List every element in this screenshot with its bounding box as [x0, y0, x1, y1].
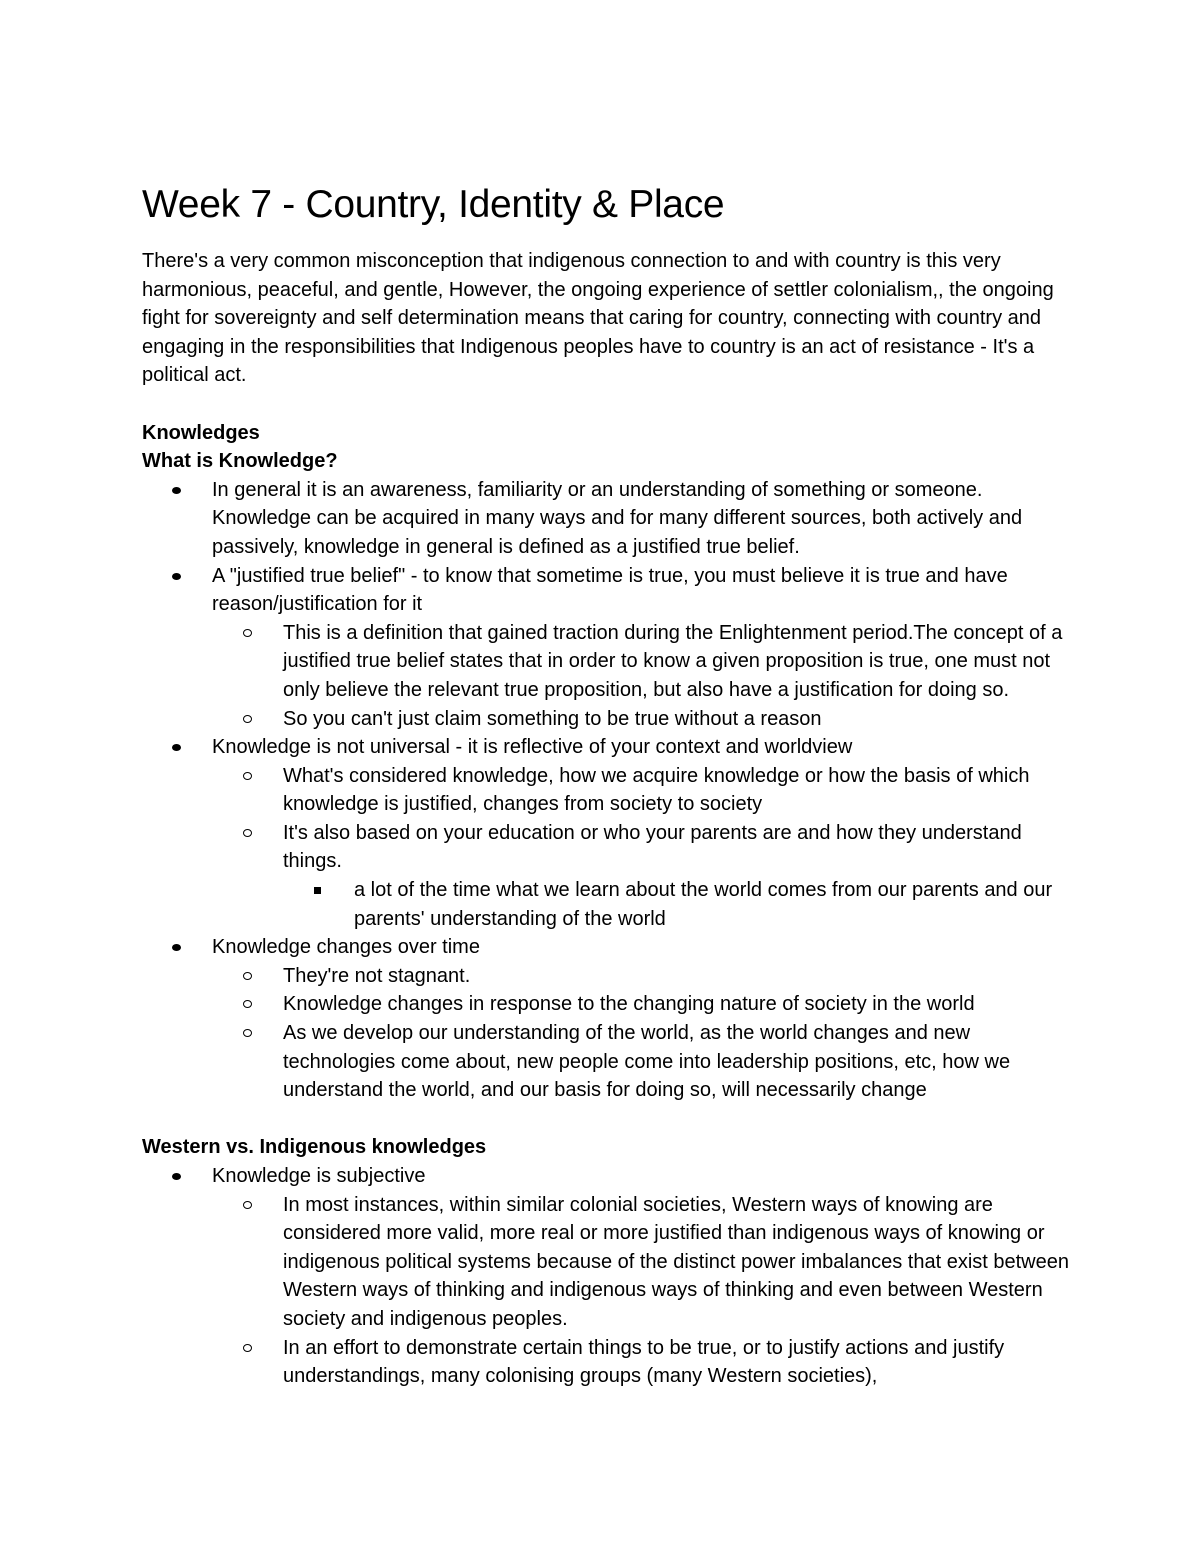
list-item-text: a lot of the time what we learn about the world comes from our parents and our parents' understanding of the world — [354, 879, 1053, 930]
list-item-text: They're not stagnant. — [283, 964, 471, 987]
list-item — [142, 762, 1072, 819]
hollow-bullet-icon — [243, 705, 252, 734]
hollow-bullet-icon — [243, 819, 252, 848]
hollow-bullet-icon — [243, 762, 252, 791]
list-item-text: In most instances, within similar colonial societies, Western ways of knowing are considered more valid, more real or more justified than indigenous ways of knowing or indigenous political systems because of the distinct power imbalances that exist between Western ways of thinking and indigenous ways of thinking and even between Western society and indigenous peoples. — [283, 1193, 1069, 1330]
list-item-text: In an effort to demonstrate certain things to be true, or to justify actions and justify understandings, many colonising groups (many Western societies), — [283, 1336, 1005, 1388]
list-item-text: It's also based on your education or who your parents are and how they understand things. — [283, 821, 1022, 873]
hollow-bullet-icon — [243, 1191, 252, 1220]
list-item-text: Knowledge changes over time — [212, 936, 480, 959]
list-item — [142, 562, 1072, 619]
list-item — [142, 933, 1072, 962]
list-item — [142, 990, 1072, 1019]
intro-paragraph: There's a very common misconception that indigenous connection to and with country is this very harmonious, peaceful, and gentle, However, the ongoing experience of settler colonialism,, the ongoing fight for sovereignty and self determination means that caring for country, connecting with country and engaging in the responsibilities that Indigenous peoples have to country is an act of resistance - It's a political act. — [142, 250, 1054, 387]
list-item-text: As we develop our understanding of the world, as the world changes and new technologies come about, new people come into leadership positions, etc, how we understand the world, and our basis for doing so, will necessarily change — [283, 1022, 1011, 1102]
list-item-text: Knowledge is not universal - it is reflective of your context and worldview — [212, 736, 853, 759]
hollow-bullet-icon — [243, 990, 252, 1019]
list-item — [142, 1019, 1072, 1105]
list-item-text: Knowledge changes in response to the changing nature of society in the world — [283, 993, 975, 1016]
list-item-text: Knowledge is subjective — [212, 1165, 426, 1187]
filled-bullet-icon — [172, 1162, 181, 1191]
list-item-text: So you can't just claim something to be true without a reason — [283, 707, 822, 730]
list-item-text: What's considered knowledge, how we acquire knowledge or how the basis of which knowledge is justified, changes from society to society — [283, 764, 1030, 816]
knowledge-list — [142, 476, 1072, 1105]
filled-bullet-icon — [172, 933, 181, 962]
hollow-bullet-icon — [243, 1334, 252, 1363]
list-item — [142, 1162, 1072, 1191]
list-item — [142, 733, 1072, 762]
list-item — [142, 819, 1072, 876]
hollow-bullet-icon — [243, 1019, 252, 1048]
hollow-bullet-icon — [243, 619, 252, 648]
filled-bullet-icon — [172, 733, 181, 762]
western-indigenous-list — [142, 1162, 1072, 1391]
section-heading-western-vs-indigenous: Western vs. Indigenous knowledges — [142, 1136, 487, 1159]
list-item-text: This is a definition that gained traction during the Enlightenment period.The concept of a justified true belief states that in order to know a given proposition is true, one must not only believe the relevant true proposition, but also have a justification for doing so. — [283, 621, 1063, 701]
subheading-what-is-knowledge: What is Knowledge? — [142, 450, 338, 473]
list-item — [142, 705, 1072, 734]
list-item — [142, 962, 1072, 991]
list-item — [142, 476, 1072, 562]
list-item — [142, 1334, 1072, 1391]
list-item — [142, 619, 1072, 705]
list-item-text: A "justified true belief" - to know that sometime is true, you must believe it is true and have reason/justification for it — [212, 564, 1008, 616]
list-item — [142, 1191, 1072, 1334]
document-page — [142, 182, 1072, 1391]
document-title: Week 7 - Country, Identity & Place — [142, 183, 725, 226]
list-item — [142, 876, 1072, 933]
filled-bullet-icon — [172, 562, 181, 591]
square-bullet-icon — [314, 876, 321, 905]
blank-line — [142, 390, 1072, 419]
hollow-bullet-icon — [243, 962, 252, 991]
filled-bullet-icon — [172, 476, 181, 505]
section-heading-knowledges: Knowledges — [142, 421, 260, 444]
list-item-text: In general it is an awareness, familiarity or an understanding of something or someone. Knowledge can be acquired in many ways and for many different sources, both actively and passively, knowledge in general is defined as a justified true belief. — [212, 478, 1023, 558]
blank-line — [142, 1105, 1072, 1134]
